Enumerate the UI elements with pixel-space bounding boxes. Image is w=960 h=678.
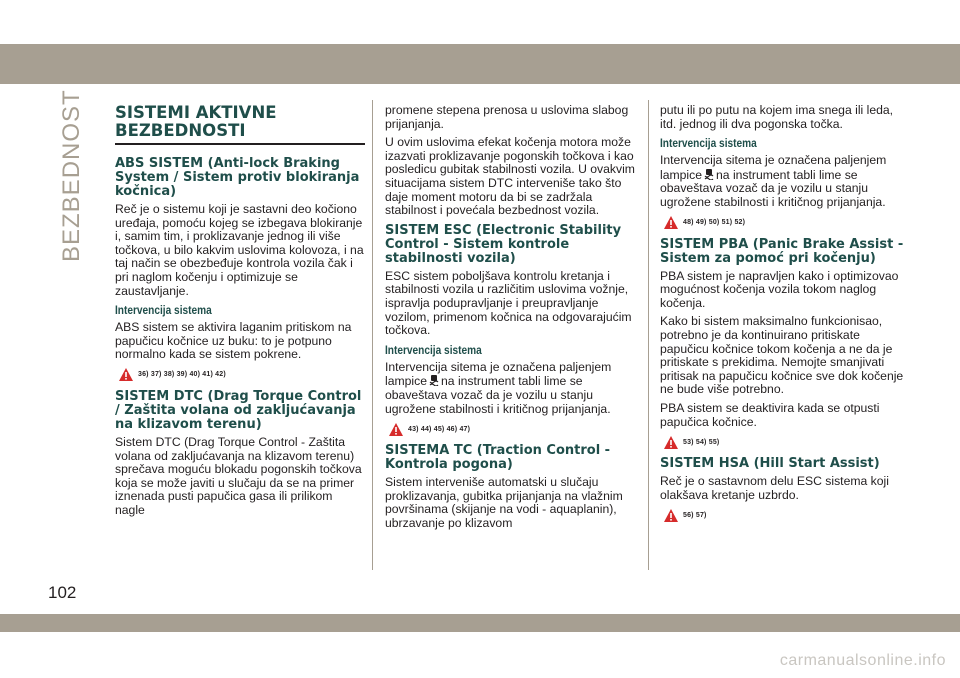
esc-paragraph: ESC sistem poboljšava kontrolu kretanja i stabilnosti vozila u različitim uslovima vožnje, ispravlja podupravljanje i preupravljanje vozilom, primenom kočnica na odgovarajućim točkova. [385,268,632,338]
column-divider [372,100,373,570]
tc-warning-refs [663,215,910,231]
tc-paragraph-cont: putu ili po putu na kojem ima snega ili leda, itd. jednog ili dva pogonska točka. [660,103,894,131]
pba-heading: SISTEM PBA (Panic Brake Assist - Sistem za pomoć pri kočenju) [660,236,904,266]
warning-refs-text: 53) 54) 55) [683,438,720,446]
abs-subheading: Intervencija sistema [115,305,212,318]
warning-refs-text: 48) 49) 50) 51) 52) [683,219,746,227]
abs-paragraph: Reč je o sistemu koji je sastavni deo kočiono uređaja, pomoću kojeg se izbegava blokiranje i, samim tim, i proklizavanje jednog ili više točkova, u bilo kakvim uslovima kolovoza, i na taj način se obezbeđuje kontrola vozila čak i pri naglom kočenju i optimizuje se zaustavljanje. [115,202,364,298]
dtc-paragraph: Sistem DTC (Drag Torque Control - Zaštita volana od zakljućavanja na klizavom terenu) sprečava moguću blokadu pogonskih točkova koja se može javiti u slučaju da se na primer iznenada pusti papučica gasa ili prilikom nagle [115,434,362,517]
tc-text-a: Intervencija sitema je označena paljenjem lampice [660,153,887,182]
column-1 [115,104,365,523]
esc-text-b: na instrument tabli lime se obaveštava vozač da je vozilu u stanju ugrožene stabilnosti i kritičnog prijanjanja. [385,374,611,416]
pba-paragraph-3: PBA sistem se deaktivira kada se otpusti papučica kočnice. [660,400,880,429]
hsa-heading: SISTEM HSA (Hill Start Assist) [660,456,880,472]
dtc-paragraph-2: U ovim uslovima efekat kočenja motora može izazvati proklizavanje pogonskih točkova i kao posledicu gubitak stabilnosti vozila. U ovakvim situacijama sistem DTC interveniše tako što daje moment motoru da bi se zadržala stabilnost i povećala bezbednost vozila. [385,135,635,218]
warning-triangle-icon [388,422,404,437]
warning-triangle-icon [663,435,679,450]
dtc-paragraph-cont: promene stepena prenosa u uslovima slabog prijanjanja. [385,103,629,131]
column-divider [648,100,649,570]
abs-warning-refs [118,367,365,383]
pba-paragraph: PBA sistem je napravljen kako i optimizovao mogućnost kočenja vozila tokom naglog kočenja. [660,268,899,310]
esc-lamp-icon [428,374,440,386]
esc-text-a: Intervencija sitema je označena paljenjem lampice [385,359,612,389]
warning-triangle-icon [118,367,134,382]
header-band [0,44,960,84]
column-2 [385,104,635,535]
warning-triangle-icon [663,508,679,523]
warning-triangle-icon [663,215,679,230]
tc-paragraph: Sistem interveniše automatski u slučaju proklizavanja, gubitka prijanjanja na vlažnim površinama (skijanje na vodi - aquaplanin), ubrzavanje po klizavom [385,475,623,530]
tc-subheading: Intervencija sistema [660,138,757,151]
column-3 [660,104,910,530]
tc-heading: SISTEMA TC (Traction Control - Kontrola pogona) [385,443,611,473]
warning-refs-text: 36) 37) 38) 39) 40) 41) 42) [138,371,226,379]
hsa-paragraph: Reč je o sastavnom delu ESC sistema koji olakšava kretanje uzbrdo. [660,474,889,502]
esc-heading: SISTEM ESC (Electronic Stability Control - Sistem kontrole stabilnosti vozila) [385,222,622,266]
warning-refs-text: 43) 44) 45) 46) 47) [408,425,471,433]
warning-refs-text: 56) 57) [683,511,707,519]
watermark: carmanualsonline.info [779,652,946,669]
abs-paragraph-2: ABS sistem se aktivira laganim pritiskom na papučicu kočnice uz buku: to je potpuno normalno kada se sistem pokrene. [115,320,352,362]
esc-subheading: Intervencija sistema [385,344,482,357]
pba-paragraph-2: Kako bi sistem maksimalno funkcionisao, potrebno je da kontinuirano pritiskate papučicu kočnice tokom kočenja a ne da je pritiskate s prekidima. Nemojte smanjivati pritisak na papučicu kočnice sve dok kočenje ne bude više potrebno. [660,314,904,397]
pba-warning-refs [663,434,910,450]
hsa-warning-refs [663,507,910,523]
tc-text-b: na instrument tabli lime se obaveštava vozač da je vozilu u stanju ugrožene stabilnosti i kritičnog prijanjanja. [660,167,886,209]
esc-lamp-icon [703,168,715,180]
esc-paragraph-2 [385,361,635,416]
esc-warning-refs [388,421,635,437]
dtc-heading: SISTEM DTC (Drag Torque Control / Zaštita volana od zakljućavanja na klizavom terenu) [115,388,362,432]
page-title: SISTEMI AKTIVNE BEZBEDNOSTI [115,104,365,145]
footer-band [0,614,960,632]
page-number: 102 [48,583,77,602]
section-label: BEZBEDNOST [58,89,85,262]
abs-heading: ABS SISTEM (Anti-lock Braking System / Sistem protiv blokiranja kočnica) [115,156,360,199]
tc-paragraph-2 [660,154,910,209]
